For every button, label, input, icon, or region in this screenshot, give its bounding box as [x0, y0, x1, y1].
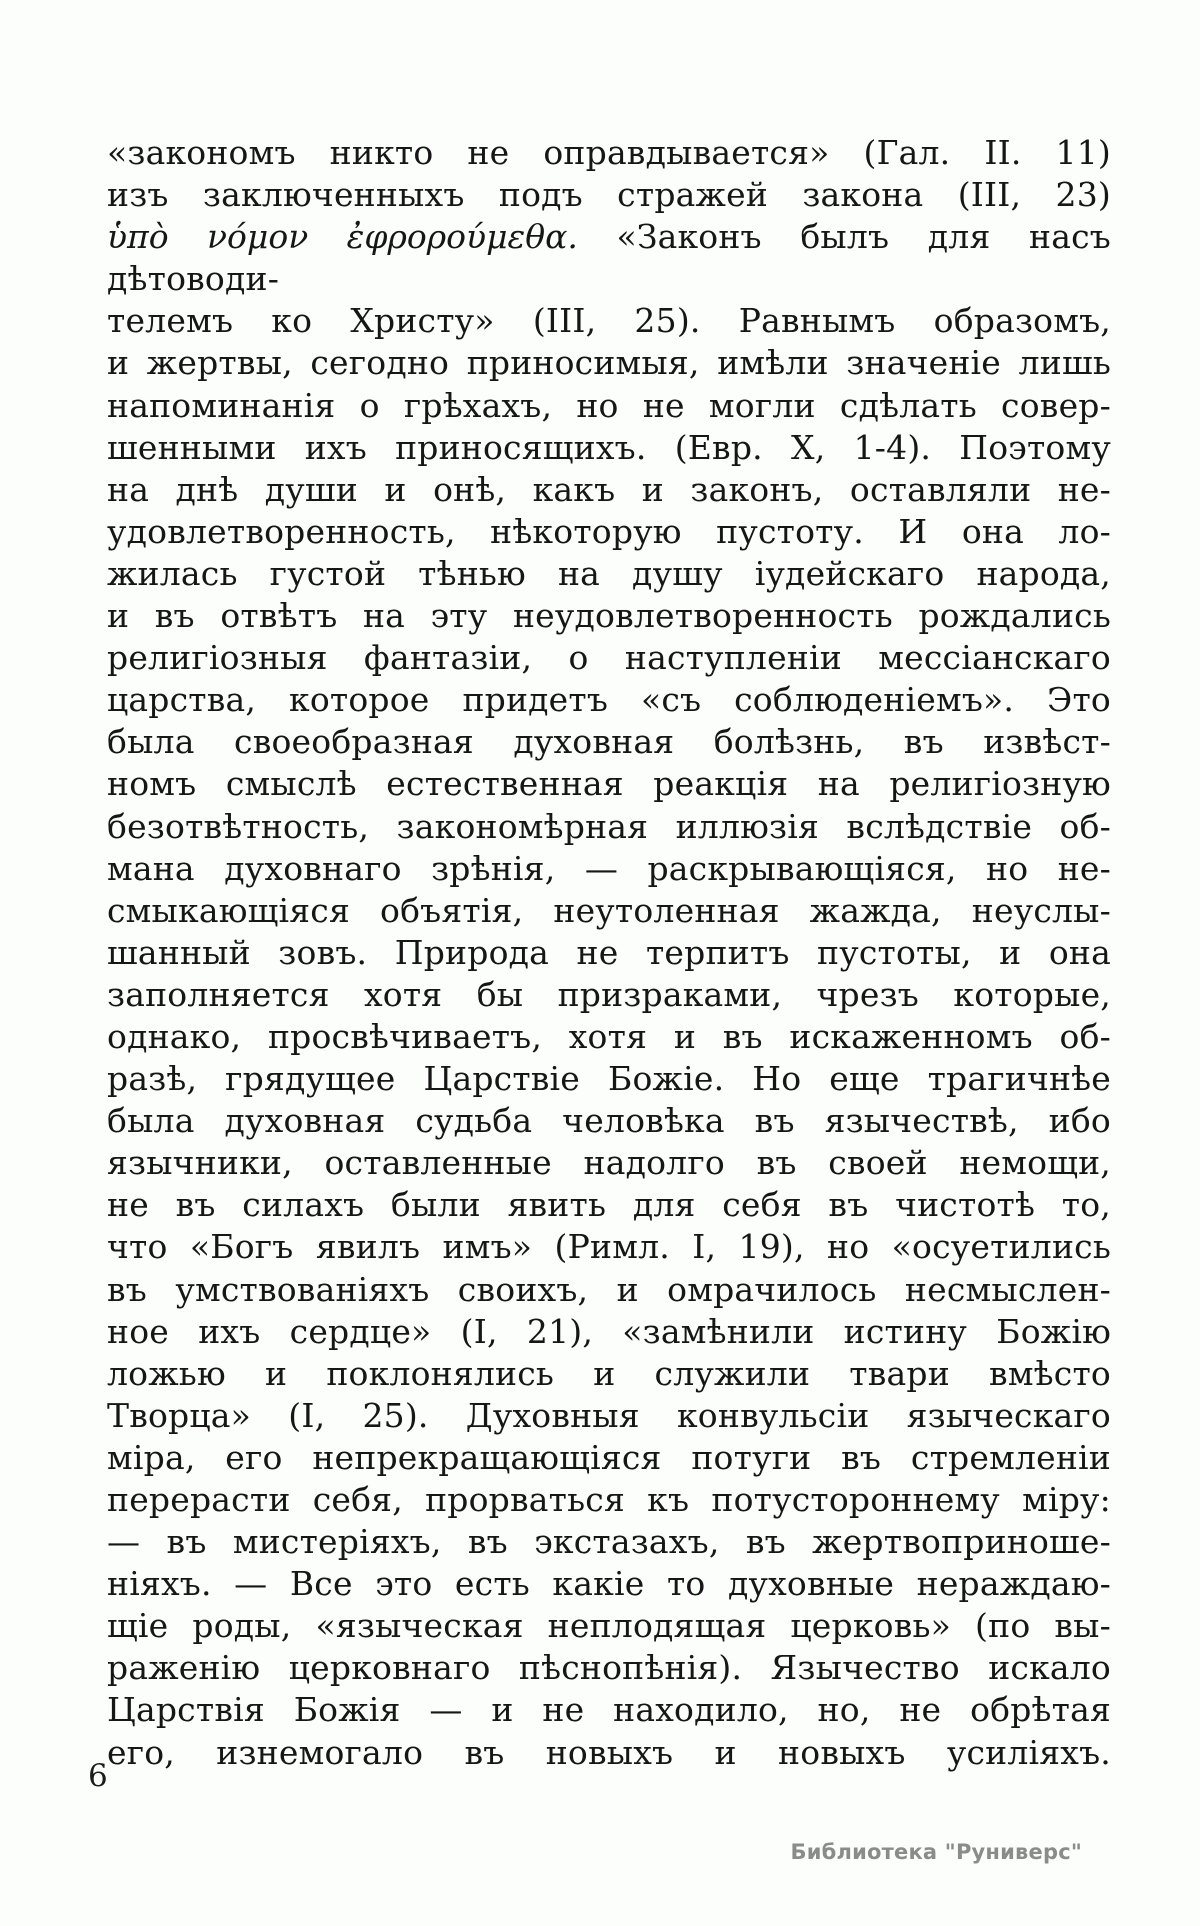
- text-line: раженію церковнаго пѣснопѣнія). Язычество искало: [107, 1648, 1111, 1688]
- text-line: смыкающіяся объятія, неутоленная жажда, неуслы-: [107, 890, 1111, 930]
- text-line: напоминанія о грѣхахъ, но не могли сдѣлать совер-: [107, 385, 1111, 425]
- page-number: 6: [88, 1758, 108, 1794]
- text-line: номъ смыслѣ естественная реакція на религіозную: [107, 764, 1111, 804]
- text-line: что «Богъ явилъ имъ» (Римл. I, 19), но «осуетились: [107, 1227, 1111, 1267]
- greek-phrase: ὑπὸ νόμον ἐφρορούμεθα.: [107, 217, 578, 257]
- text-line: ὑπὸ νόμον ἐφρορούμεθα. «Законъ былъ для насъ дѣтоводи-: [107, 217, 1111, 299]
- text-line: въ умствованіяхъ своихъ, и омрачилось несмыслен-: [107, 1269, 1111, 1309]
- text-line: ное ихъ сердце» (I, 21), «замѣнили истину Божію: [107, 1311, 1111, 1351]
- text-line: и жертвы, сегодно приносимыя, имѣли значеніе лишь: [107, 343, 1111, 383]
- text-line: щіе роды, «языческая неплодящая церковь» (по вы-: [107, 1606, 1111, 1646]
- text-line: была своеобразная духовная болѣзнь, въ извѣст-: [107, 722, 1111, 762]
- text-line: мана духовнаго зрѣнія, — раскрывающіяся, но не-: [107, 848, 1111, 888]
- text-line: міра, его непрекращающіяся потуги въ стремленіи: [107, 1437, 1111, 1477]
- text-line: удовлетворенность, нѣкоторую пустоту. И она ло-: [107, 511, 1111, 551]
- text-line: шанный зовъ. Природа не терпитъ пустоты, и она: [107, 932, 1111, 972]
- text-line: жилась густой тѣнью на душу іудейскаго народа,: [107, 553, 1111, 593]
- text-line: — въ мистеріяхъ, въ экстазахъ, въ жертвоприноше-: [107, 1522, 1111, 1562]
- text-line: его, изнемогало въ новыхъ и новыхъ усиліяхъ.: [107, 1732, 1111, 1772]
- text-line: «закономъ никто не оправдывается» (Гал. II. 11): [107, 133, 1111, 172]
- text-line: ложью и поклонялись и служили твари вмѣсто: [107, 1353, 1111, 1393]
- text-line: язычники, оставленные надолго въ своей немощи,: [107, 1143, 1111, 1183]
- text-line: заполняется хотя бы призраками, чрезъ которые,: [107, 974, 1111, 1014]
- text-line: религіозныя фантазіи, о наступленіи мессіанскаго: [107, 638, 1111, 678]
- text-block: [107, 132, 1111, 1774]
- text-line: была духовная судьба человѣка въ язычествѣ, ибо: [107, 1101, 1111, 1141]
- text-line: изъ заключенныхъ подъ стражей закона (III, 23): [107, 175, 1111, 215]
- text-line: телемъ ко Христу» (III, 25). Равнымъ образомъ,: [107, 301, 1111, 341]
- text-line: не въ силахъ были явить для себя въ чистотѣ то,: [107, 1185, 1111, 1225]
- text-line: перерасти себя, прорваться къ потустороннему міру:: [107, 1480, 1111, 1519]
- text-line: царства, которое придетъ «съ соблюденіемъ». Это: [107, 680, 1111, 720]
- text-line: Царствія Божія — и не находило, но, не обрѣтая: [107, 1690, 1111, 1730]
- text-line: однако, просвѣчиваетъ, хотя и въ искаженномъ об-: [107, 1016, 1111, 1056]
- text-line: шенными ихъ приносящихъ. (Евр. X, 1-4). Поэтому: [107, 427, 1111, 467]
- text-line: ніяхъ. — Все это есть какіе то духовные нераждаю-: [107, 1564, 1111, 1604]
- watermark: Библиотека "Руниверс": [790, 1840, 1082, 1864]
- text-line: на днѣ души и онѣ, какъ и законъ, оставляли не-: [107, 469, 1111, 509]
- text-line: разѣ, грядущее Царствіе Божіе. Но еще трагичнѣе: [107, 1059, 1111, 1099]
- text-line: безотвѣтность, закономѣрная иллюзія вслѣдствіе об-: [107, 806, 1111, 846]
- text-line: Творца» (I, 25). Духовныя конвульсіи языческаго: [107, 1395, 1111, 1435]
- text-line: и въ отвѣтъ на эту неудовлетворенность рождались: [107, 596, 1111, 636]
